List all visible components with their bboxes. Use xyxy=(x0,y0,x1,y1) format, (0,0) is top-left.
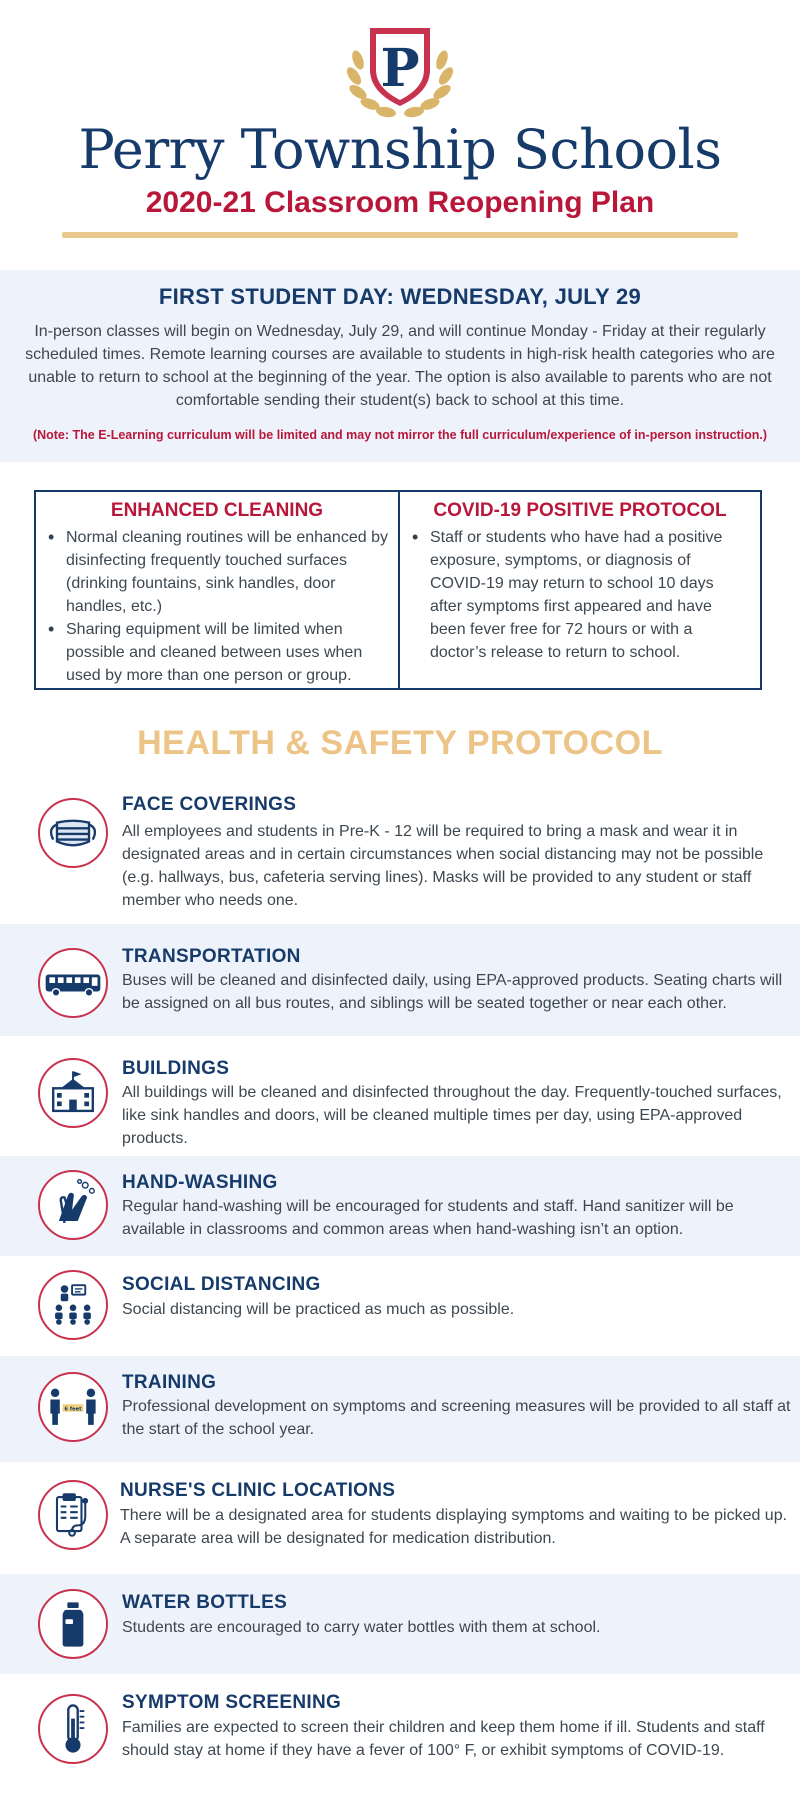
hand-washing-item xyxy=(0,1156,800,1256)
covid-protocol-box xyxy=(398,492,760,688)
logo-letter: P xyxy=(380,38,420,99)
social-distancing-item xyxy=(0,1256,800,1356)
item-body: Professional development on symptoms and screening measures will be provided to all staff at the start of the school year. xyxy=(122,1398,791,1438)
six-feet-label: 6 feet xyxy=(64,1406,82,1413)
plan-title: 2020-21 Classroom Reopening Plan xyxy=(145,186,655,219)
enhanced-cleaning-box xyxy=(36,492,398,688)
item-body: Buses will be cleaned and disinfected daily, using EPA-approved products. Seating charts will be assigned on all bus routes, and siblings will be seated together or near each other. xyxy=(122,972,783,1012)
first-day-heading: FIRST STUDENT DAY: WEDNESDAY, JULY 29 xyxy=(158,284,642,309)
clipboard-stethoscope-icon xyxy=(38,1480,108,1550)
symptom-screening-item xyxy=(0,1674,800,1800)
item-body: Regular hand-washing will be encouraged for students and staff. Hand sanitizer will be available in classrooms and common areas when hand-washing isn’t an option. xyxy=(122,1198,734,1238)
training-item xyxy=(0,1356,800,1462)
item-body: Families are expected to screen their children and keep them home if ill. Students and staff should stay at home if they have a fever of 100° F, or exhibit symptoms of COVID-19. xyxy=(122,1719,765,1759)
mask-icon xyxy=(38,798,108,868)
item-body: All buildings will be cleaned and disinfected throughout the day. Frequently-touched surfaces, like sink handles and doors, will be cleaned multiple times per day, using EPA-approved products. xyxy=(122,1084,782,1147)
nurses-clinic-item xyxy=(0,1462,800,1574)
first-day-body: In-person classes will begin on Wednesday, July 29, and will continue Monday - Friday at their regularly scheduled times. Remote learning courses are available to students in high-risk health categories who are unable to return to school at the beginning of the year. The option is also available to parents who are not comfortable sending their student(s) back to school at this time. xyxy=(25,323,775,409)
covid-protocol-list xyxy=(410,526,750,664)
item-body: There will be a designated area for students displaying symptoms and waiting to be picked up. A separate area will be designated for medication distribution. xyxy=(120,1507,788,1547)
classroom-distancing-icon xyxy=(38,1270,108,1340)
thermometer-icon xyxy=(38,1694,108,1764)
six-feet-apart-icon xyxy=(38,1372,108,1442)
item-title: BUILDINGS xyxy=(122,1058,230,1079)
school-crest-logo xyxy=(340,20,460,120)
bus-icon xyxy=(38,948,108,1018)
list-item: • Staff or students who have had a positive exposure, symptoms, or diagnosis of COVID-19 may return to school 10 days after symptoms first appeared and have been fever free for 72 hours or with a doctor’s release to return to school. xyxy=(410,526,750,664)
header xyxy=(0,0,800,270)
water-bottle-icon xyxy=(38,1589,108,1659)
health-safety-title: HEALTH & SAFETY PROTOCOL xyxy=(137,724,663,762)
enhanced-cleaning-list xyxy=(46,526,388,687)
water-bottles-item xyxy=(0,1574,800,1674)
item-body: Students are encouraged to carry water bottles with them at school. xyxy=(122,1619,601,1636)
buildings-item xyxy=(0,1036,800,1156)
item-title: NURSE'S CLINIC LOCATIONS xyxy=(120,1480,396,1501)
list-item: • Normal cleaning routines will be enhanced by disinfecting frequently touched surfaces (drinking fountains, sink handles, door handles, etc.) xyxy=(46,526,388,618)
hand-washing-icon xyxy=(38,1170,108,1240)
item-title: SOCIAL DISTANCING xyxy=(122,1274,321,1295)
item-title: SYMPTOM SCREENING xyxy=(122,1692,342,1713)
first-day-section xyxy=(0,270,800,462)
covid-protocol-title: COVID-19 POSITIVE PROTOCOL xyxy=(433,500,727,521)
item-body: All employees and students in Pre-K - 12 will be required to bring a mask and wear it in designated areas and in certain circumstances when social distancing may not be possible (e.g. hallways, bus, cafeteria serving lines). Masks will be provided to any student or staff member who needs one. xyxy=(122,823,764,909)
item-title: FACE COVERINGS xyxy=(122,794,297,815)
face-coverings-item xyxy=(0,788,800,924)
protocol-boxes xyxy=(34,490,762,690)
transportation-item xyxy=(0,924,800,1036)
item-title: TRANSPORTATION xyxy=(122,946,301,967)
divider xyxy=(62,232,738,238)
e-learning-note: (Note: The E-Learning curriculum will be limited and may not mirror the full curriculum/experience of in-person instruction.) xyxy=(32,428,768,442)
enhanced-cleaning-title: ENHANCED CLEANING xyxy=(110,500,324,521)
item-body: Social distancing will be practiced as much as possible. xyxy=(122,1301,515,1318)
list-item: • Sharing equipment will be limited when possible and cleaned between uses when used by more than one person or group. xyxy=(46,618,388,687)
item-title: WATER BOTTLES xyxy=(122,1592,288,1613)
school-building-icon xyxy=(38,1058,108,1128)
item-title: TRAINING xyxy=(122,1372,217,1393)
item-title: HAND-WASHING xyxy=(122,1172,278,1193)
school-name: Perry Township Schools xyxy=(78,118,722,181)
